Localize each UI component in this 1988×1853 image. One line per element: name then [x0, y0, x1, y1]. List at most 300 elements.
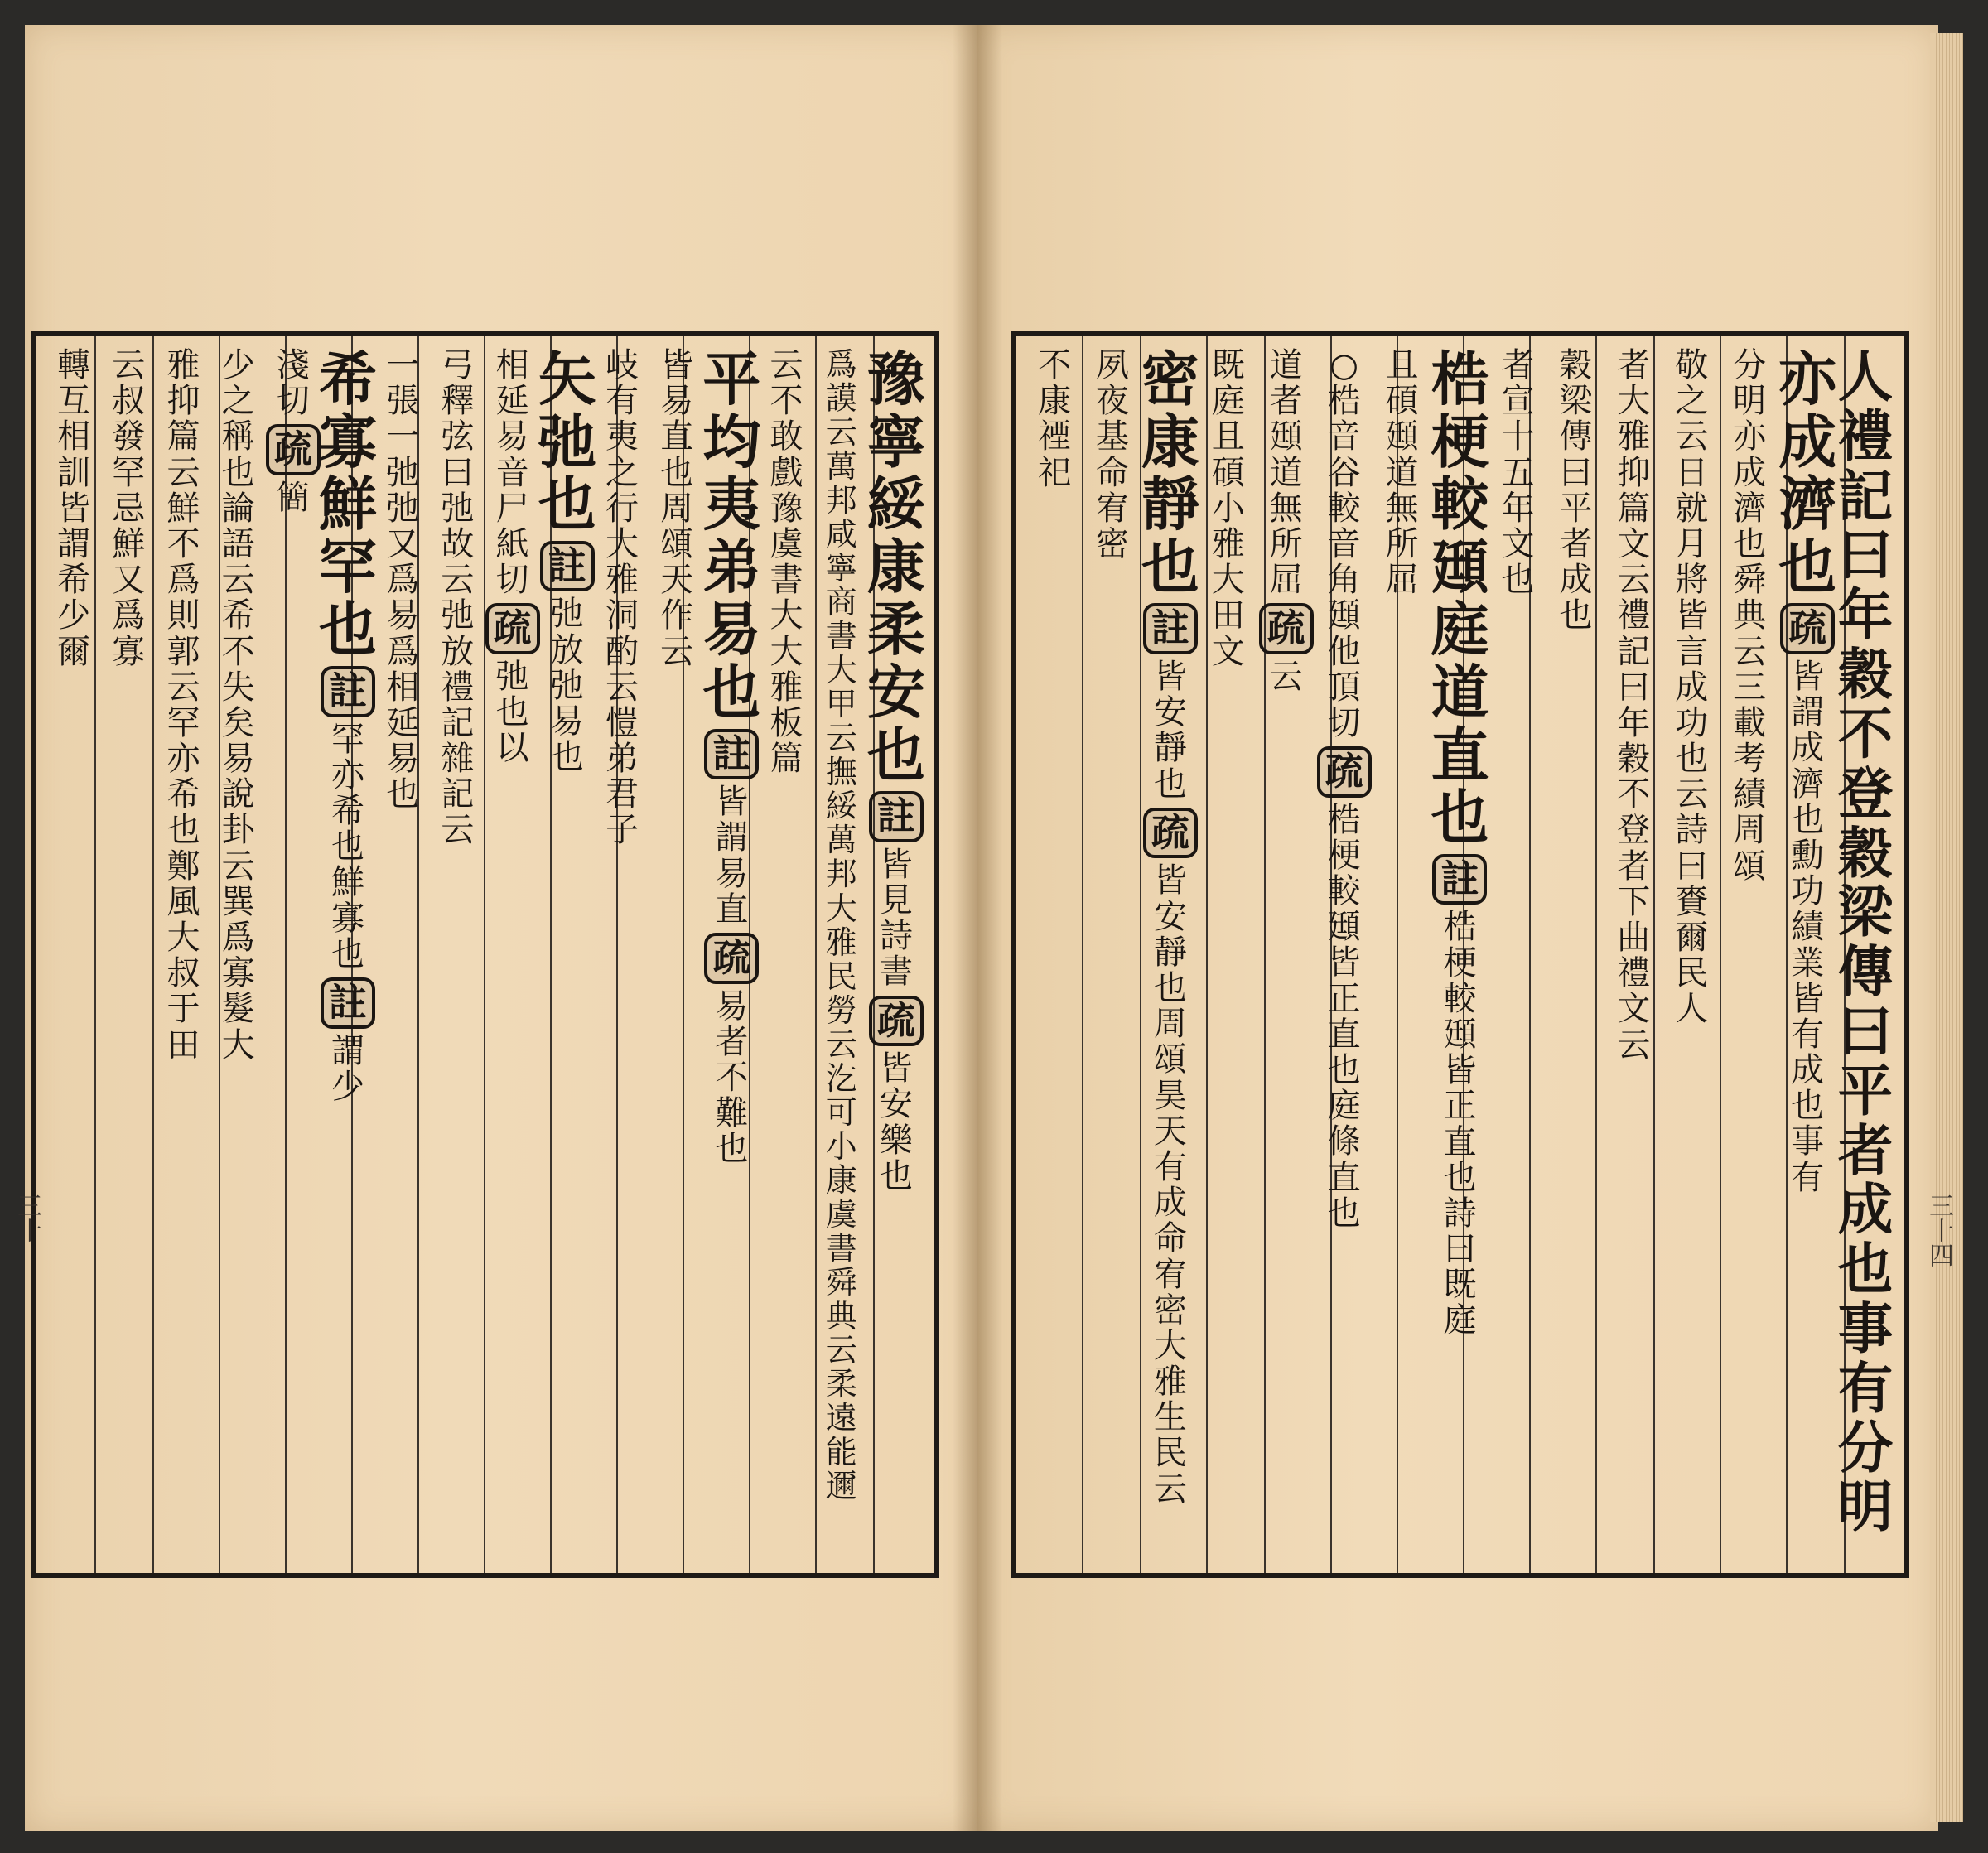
glyph: 大 — [825, 890, 857, 927]
annotation-seal: 註 — [869, 791, 924, 842]
glyph: 將 — [1675, 561, 1709, 600]
glyph: 篇 — [166, 417, 200, 456]
glyph: 矣 — [221, 703, 255, 742]
glyph: 也 — [866, 720, 925, 789]
glyph: 謂 — [57, 524, 91, 563]
glyph: 書 — [825, 1229, 857, 1267]
glyph: 卦 — [221, 811, 255, 850]
glyph: 明 — [1837, 1474, 1894, 1540]
glyph: 云 — [825, 1025, 857, 1063]
glyph: 碩 — [1211, 453, 1245, 492]
glyph: 庭 — [1327, 1087, 1361, 1126]
text-column — [375, 348, 430, 1561]
text-column — [1431, 345, 1489, 1561]
glyph: 道 — [1269, 346, 1303, 384]
glyph: 希 — [331, 792, 365, 831]
glyph: 小 — [1211, 489, 1245, 528]
glyph: 云 — [605, 668, 639, 707]
glyph: 也 — [495, 693, 529, 732]
glyph: 爲 — [386, 632, 420, 671]
glyph: 叔 — [166, 954, 200, 993]
glyph: 基 — [1095, 417, 1129, 456]
glyph: 戲 — [770, 453, 803, 492]
glyph: 梗 — [1443, 943, 1477, 982]
text-column — [101, 348, 156, 1561]
text-column — [211, 348, 266, 1561]
glyph: 人 — [1675, 990, 1709, 1029]
glyph: 康 — [866, 532, 925, 601]
glyph: 密 — [1141, 345, 1199, 413]
glyph: 直 — [660, 417, 694, 456]
glyph: 之 — [605, 453, 639, 492]
glyph: 分 — [1837, 1415, 1894, 1480]
glyph: 云 — [1153, 1469, 1187, 1508]
annotation-seal: 疏 — [869, 996, 924, 1047]
glyph: 下 — [1617, 882, 1651, 921]
text-column — [1778, 345, 1837, 1561]
glyph: 直 — [1327, 1158, 1361, 1197]
glyph: 寡 — [112, 632, 146, 671]
glyph: 柔 — [866, 595, 925, 664]
glyph: 既 — [1443, 1266, 1477, 1305]
glyph: 云 — [166, 668, 200, 707]
glyph: 寧 — [825, 550, 857, 587]
glyph: 敢 — [770, 417, 803, 456]
glyph: 有 — [605, 382, 639, 421]
left-folio-number: 三十 — [12, 1193, 41, 1243]
glyph: 記 — [1617, 632, 1651, 671]
glyph: 鮮 — [319, 470, 378, 539]
glyph: 罕 — [166, 703, 200, 742]
page-edges — [1930, 33, 1963, 1822]
annotation-seal: 疏 — [485, 603, 540, 654]
glyph: 之 — [221, 382, 255, 421]
text-column — [485, 348, 540, 1561]
text-column — [538, 345, 596, 1561]
glyph: 梏 — [1443, 908, 1477, 947]
glyph: 易 — [495, 417, 529, 456]
glyph: 大 — [221, 1025, 255, 1064]
glyph: 謨 — [825, 380, 857, 417]
glyph: 雅 — [166, 346, 200, 384]
glyph: 寧 — [866, 407, 925, 476]
glyph: 傳 — [1559, 417, 1593, 456]
glyph: 賚 — [1675, 882, 1709, 921]
glyph: 年 — [1837, 582, 1894, 648]
glyph: 云 — [1617, 1025, 1651, 1064]
glyph: 則 — [166, 596, 200, 635]
glyph: 皆 — [1327, 943, 1361, 982]
glyph: 也 — [715, 1130, 749, 1169]
glyph: 易 — [660, 382, 694, 421]
glyph: 文 — [1617, 524, 1651, 563]
glyph: 穀 — [1559, 346, 1593, 384]
glyph: 也 — [1431, 783, 1489, 852]
glyph: 遠 — [825, 1399, 857, 1436]
glyph: 命 — [1095, 453, 1129, 492]
text-column — [649, 348, 704, 1561]
glyph: 道 — [1269, 453, 1303, 492]
glyph: 髮 — [221, 990, 255, 1029]
annotation-seal: 疏 — [704, 933, 759, 984]
glyph: 密 — [1095, 524, 1129, 563]
glyph: 登 — [1837, 760, 1894, 826]
annotation-seal: 註 — [321, 666, 375, 717]
glyph: 邇 — [825, 1468, 857, 1505]
glyph: 勳 — [1791, 836, 1825, 875]
glyph: 有 — [1837, 1355, 1894, 1421]
glyph: 平 — [1559, 489, 1593, 528]
glyph: 罕 — [112, 453, 146, 492]
glyph: 虞 — [770, 524, 803, 563]
glyph: 梏 — [1327, 800, 1361, 839]
text-column — [595, 348, 649, 1561]
glyph: 也 — [1153, 765, 1187, 803]
glyph: 者 — [1269, 382, 1303, 421]
right-text-frame — [1011, 331, 1909, 1578]
glyph: 云 — [1617, 561, 1651, 600]
glyph: 云 — [1733, 632, 1767, 671]
glyph: 事 — [1791, 1122, 1825, 1161]
glyph: 天 — [1153, 1112, 1187, 1151]
glyph: 大 — [1153, 1326, 1187, 1365]
glyph: 也 — [1141, 532, 1199, 601]
glyph: 邦 — [825, 856, 857, 893]
glyph: 皆 — [715, 783, 749, 822]
glyph: 曰 — [1443, 1230, 1477, 1269]
glyph: 禋 — [1037, 417, 1071, 456]
glyph: 宥 — [1095, 489, 1129, 528]
glyph: 穀 — [1837, 642, 1894, 707]
glyph: 梏 — [1327, 382, 1361, 421]
glyph: 也 — [550, 738, 584, 777]
annotation-seal: 疏 — [1143, 808, 1198, 859]
glyph: 勞 — [825, 992, 857, 1029]
glyph: 相 — [57, 417, 91, 456]
glyph: 谷 — [1327, 453, 1361, 492]
glyph: 云 — [166, 453, 200, 492]
glyph: 也 — [1153, 969, 1187, 1008]
glyph: 成 — [1153, 1184, 1187, 1223]
glyph: 成 — [1733, 453, 1767, 492]
glyph: 也 — [702, 657, 761, 726]
glyph: 頌 — [1733, 847, 1767, 885]
glyph: 放 — [441, 632, 475, 671]
glyph: 皆 — [879, 845, 913, 884]
glyph: 云 — [221, 847, 255, 885]
glyph: 田 — [166, 1025, 200, 1064]
glyph: 宣 — [1501, 382, 1535, 421]
glyph: 音 — [1327, 417, 1361, 456]
book-gutter — [953, 25, 1002, 1831]
glyph: 書 — [825, 618, 857, 655]
glyph: 抑 — [1617, 453, 1651, 492]
glyph: 成 — [1778, 407, 1837, 476]
glyph: 曰 — [1559, 453, 1593, 492]
text-column — [1199, 348, 1257, 1561]
glyph: 一 — [386, 417, 420, 456]
glyph: 行 — [605, 489, 639, 528]
glyph: 直 — [1431, 720, 1489, 789]
glyph: 大 — [1211, 561, 1245, 600]
glyph: 曰 — [1675, 847, 1709, 885]
glyph: ○ — [1329, 346, 1359, 384]
glyph: 也 — [1791, 800, 1825, 839]
glyph: 梏 — [1431, 345, 1489, 413]
glyph: 鮮 — [166, 489, 200, 528]
glyph: 角 — [1327, 561, 1361, 600]
text-column — [1373, 348, 1431, 1561]
glyph: 曰 — [1617, 668, 1651, 707]
glyph: 文 — [1617, 990, 1651, 1029]
text-column — [1083, 348, 1141, 1561]
glyph: 皆 — [1791, 979, 1825, 1018]
glyph: 淺 — [276, 346, 310, 384]
glyph: 于 — [166, 990, 200, 1029]
glyph: 不 — [166, 524, 200, 563]
annotation-seal: 註 — [704, 729, 759, 780]
glyph: 他 — [1327, 632, 1361, 671]
glyph: 雅 — [770, 668, 803, 707]
glyph: 安 — [879, 1085, 913, 1124]
glyph: 弛 — [550, 666, 584, 705]
text-column — [1315, 348, 1373, 1561]
glyph: 既 — [1211, 346, 1245, 384]
glyph: 大 — [1617, 382, 1651, 421]
glyph: 禮 — [1617, 954, 1651, 993]
glyph: 梗 — [1327, 836, 1361, 875]
right-folio-number: 三十四 — [1924, 1193, 1953, 1267]
glyph: 語 — [221, 524, 255, 563]
glyph: 穀 — [1837, 820, 1894, 885]
glyph: 一 — [386, 346, 420, 384]
glyph: 云 — [1269, 657, 1303, 696]
glyph: 大 — [605, 524, 639, 563]
glyph: 綏 — [825, 788, 857, 825]
glyph: 也 — [221, 453, 255, 492]
glyph: 云 — [1675, 417, 1709, 456]
glyph: 云 — [825, 720, 857, 757]
glyph: 功 — [1791, 872, 1825, 911]
glyph: 記 — [441, 775, 475, 814]
glyph: 說 — [221, 775, 255, 814]
glyph: 皆 — [1153, 861, 1187, 900]
glyph: 雅 — [605, 561, 639, 600]
glyph: 年 — [1501, 489, 1535, 528]
glyph: 成 — [1837, 1177, 1894, 1243]
text-column — [1257, 348, 1315, 1561]
glyph: 曰 — [1837, 523, 1894, 588]
glyph: 柔 — [825, 1365, 857, 1402]
glyph: 舜 — [1733, 561, 1767, 600]
glyph: 謂 — [331, 1031, 365, 1070]
glyph: 爲 — [112, 596, 146, 635]
glyph: 就 — [1675, 489, 1709, 528]
glyph: 傳 — [1837, 939, 1894, 1005]
glyph: 寡 — [331, 899, 365, 938]
glyph: 切 — [276, 382, 310, 421]
glyph: 頲 — [1269, 417, 1303, 456]
glyph: 也 — [1559, 596, 1593, 635]
glyph: 績 — [1791, 908, 1825, 947]
glyph: 明 — [1733, 382, 1767, 421]
glyph: 梁 — [1837, 880, 1894, 945]
glyph: 希 — [166, 775, 200, 814]
glyph: 雅 — [825, 924, 857, 961]
glyph: 亦 — [1778, 345, 1837, 413]
glyph: 大 — [770, 596, 803, 635]
glyph: 云 — [441, 811, 475, 850]
glyph: 云 — [441, 561, 475, 600]
glyph: 較 — [1327, 872, 1361, 911]
glyph: 且 — [1385, 346, 1419, 384]
glyph: 少 — [331, 1067, 365, 1106]
glyph: 無 — [1385, 489, 1419, 528]
glyph: 成 — [1675, 668, 1709, 707]
glyph: 咸 — [825, 516, 857, 553]
glyph: 弟 — [605, 740, 639, 779]
glyph: 皆 — [879, 1050, 913, 1088]
glyph: 有 — [1791, 1015, 1825, 1054]
glyph: 希 — [221, 596, 255, 635]
glyph: 記 — [1837, 463, 1894, 528]
glyph: 安 — [1153, 897, 1187, 936]
glyph: 延 — [386, 703, 420, 742]
glyph: 少 — [57, 596, 91, 635]
glyph: 所 — [1269, 524, 1303, 563]
glyph: 岐 — [605, 346, 639, 384]
glyph: 言 — [1675, 632, 1709, 671]
glyph: 夷 — [605, 417, 639, 456]
glyph: 轉 — [57, 346, 91, 384]
glyph: 庭 — [1211, 382, 1245, 421]
glyph: 易 — [221, 740, 255, 779]
glyph: 頲 — [1327, 908, 1361, 947]
glyph: 甲 — [825, 686, 857, 723]
annotation-seal: 註 — [1432, 854, 1487, 905]
glyph: 云 — [770, 346, 803, 384]
glyph: 故 — [441, 524, 475, 563]
glyph: 不 — [715, 1059, 749, 1098]
glyph: 不 — [1617, 775, 1651, 814]
annotation-seal: 註 — [1143, 603, 1198, 654]
glyph: 民 — [1675, 954, 1709, 993]
glyph: 弛 — [538, 407, 596, 476]
glyph: 又 — [112, 561, 146, 600]
glyph: 小 — [825, 1127, 857, 1165]
glyph: 也 — [386, 775, 420, 814]
glyph: 直 — [715, 890, 749, 929]
glyph: 爲 — [221, 919, 255, 957]
glyph: 祀 — [1037, 453, 1071, 492]
glyph: 愷 — [605, 703, 639, 742]
glyph: 記 — [441, 703, 475, 742]
glyph: 者 — [715, 1022, 749, 1061]
glyph: 易 — [386, 596, 420, 635]
glyph: 釋 — [441, 382, 475, 421]
glyph: 靜 — [1153, 933, 1187, 972]
glyph: 音 — [495, 453, 529, 492]
glyph: 舜 — [825, 1263, 857, 1300]
glyph: 功 — [1675, 703, 1709, 742]
glyph: 撫 — [825, 754, 857, 791]
glyph: 互 — [57, 382, 91, 421]
text-column — [319, 345, 378, 1561]
text-column — [430, 348, 485, 1561]
glyph: 也 — [166, 811, 200, 850]
glyph: 者 — [1617, 346, 1651, 384]
text-column — [759, 348, 813, 1561]
glyph: 也 — [1501, 561, 1535, 600]
glyph: 弛 — [386, 453, 420, 492]
annotation-seal: 疏 — [266, 424, 321, 475]
glyph: 詩 — [1675, 811, 1709, 850]
glyph: 周 — [1153, 1005, 1187, 1044]
glyph: 大 — [166, 919, 200, 957]
glyph: 穀 — [1617, 740, 1651, 779]
glyph: 也 — [331, 828, 365, 866]
glyph: 較 — [1327, 489, 1361, 528]
glyph: 鮮 — [112, 524, 146, 563]
glyph: 切 — [1327, 703, 1361, 742]
glyph: 謂 — [1791, 693, 1825, 732]
glyph: 皆 — [1675, 596, 1709, 635]
glyph: 田 — [1211, 596, 1245, 635]
glyph: 密 — [1153, 1291, 1187, 1329]
glyph: 也 — [1778, 532, 1837, 601]
glyph: 梁 — [1559, 382, 1593, 421]
glyph: 頲 — [1443, 1015, 1477, 1054]
annotation-seal: 註 — [540, 541, 595, 592]
glyph: 希 — [319, 345, 378, 413]
glyph: 較 — [1431, 470, 1489, 539]
glyph: 亦 — [166, 740, 200, 779]
glyph: 忌 — [112, 489, 146, 528]
glyph: 也 — [1675, 740, 1709, 779]
glyph: 發 — [112, 417, 146, 456]
glyph: 云 — [221, 561, 255, 600]
text-column — [1489, 348, 1546, 1561]
glyph: 也 — [1733, 524, 1767, 563]
glyph: 篇 — [1617, 489, 1651, 528]
glyph: 雅 — [1153, 1363, 1187, 1402]
glyph: 屈 — [1269, 561, 1303, 600]
glyph: 皆 — [660, 346, 694, 384]
text-column — [1546, 348, 1604, 1561]
glyph: 平 — [1837, 1058, 1894, 1123]
text-column — [266, 348, 321, 1561]
glyph: 弛 — [550, 595, 584, 634]
glyph: 樂 — [879, 1121, 913, 1160]
glyph: 曰 — [441, 453, 475, 492]
glyph: 頌 — [1153, 1040, 1187, 1079]
glyph: 有 — [1791, 1158, 1825, 1197]
glyph: 弦 — [441, 417, 475, 456]
glyph: 濟 — [1778, 470, 1837, 539]
glyph: 也 — [1791, 1087, 1825, 1126]
glyph: 郭 — [166, 632, 200, 671]
text-column — [814, 348, 869, 1561]
glyph: 寡 — [221, 954, 255, 993]
glyph: 康 — [1037, 382, 1071, 421]
glyph: 登 — [1617, 811, 1651, 850]
glyph: 者 — [1559, 524, 1593, 563]
glyph: 平 — [702, 345, 761, 413]
glyph: 又 — [386, 524, 420, 563]
glyph: 綏 — [866, 470, 925, 539]
glyph: 昊 — [1153, 1076, 1187, 1115]
glyph: 弓 — [441, 346, 475, 384]
